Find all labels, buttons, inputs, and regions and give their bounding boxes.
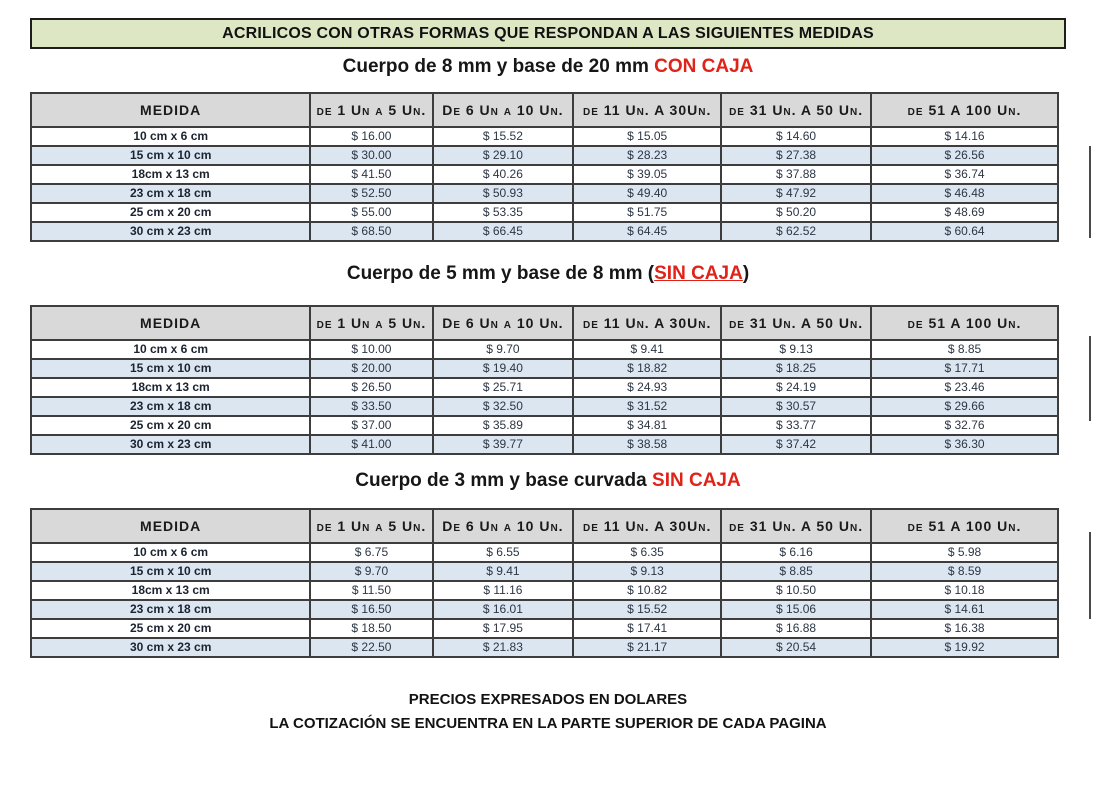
- price-cell: $ 21.17: [573, 638, 721, 657]
- price-cell: $ 10.18: [871, 581, 1058, 600]
- price-cell: $ 16.38: [871, 619, 1058, 638]
- table-row: [31, 378, 1058, 397]
- price-cell: $ 9.41: [433, 562, 574, 581]
- price-cell: $ 32.76: [871, 416, 1058, 435]
- medida-cell: 23 cm x 18 cm: [31, 600, 310, 619]
- price-cell: $ 50.93: [433, 184, 574, 203]
- price-cell: $ 16.00: [310, 127, 432, 146]
- footer-line-currency: PRECIOS EXPRESADOS EN DOLARES: [408, 691, 688, 708]
- table-row: [31, 600, 1058, 619]
- table-row: [31, 435, 1058, 454]
- medida-cell: 25 cm x 20 cm: [31, 203, 310, 222]
- price-cell: $ 37.42: [721, 435, 871, 454]
- price-cell: $ 29.10: [433, 146, 574, 165]
- medida-cell: 30 cm x 23 cm: [31, 222, 310, 241]
- price-cell: $ 55.00: [310, 203, 432, 222]
- column-header-1-5: de 1 Un a 5 Un.: [310, 93, 432, 127]
- price-cell: $ 23.46: [871, 378, 1058, 397]
- price-cell: $ 40.26: [433, 165, 574, 184]
- price-cell: $ 62.52: [721, 222, 871, 241]
- price-cell: $ 52.50: [310, 184, 432, 203]
- medida-cell: 10 cm x 6 cm: [31, 127, 310, 146]
- price-cell: $ 16.01: [433, 600, 574, 619]
- price-cell: $ 6.16: [721, 543, 871, 562]
- medida-cell: 23 cm x 18 cm: [31, 397, 310, 416]
- price-cell: $ 20.00: [310, 359, 432, 378]
- price-cell: $ 39.77: [433, 435, 574, 454]
- table-row: [31, 619, 1058, 638]
- column-header-51-100: de 51 A 100 Un.: [871, 93, 1058, 127]
- price-cell: $ 47.92: [721, 184, 871, 203]
- medida-cell: 15 cm x 10 cm: [31, 359, 310, 378]
- price-cell: $ 33.50: [310, 397, 432, 416]
- table-row: [31, 562, 1058, 581]
- price-cell: $ 36.74: [871, 165, 1058, 184]
- price-cell: $ 60.64: [871, 222, 1058, 241]
- price-cell: $ 6.55: [433, 543, 574, 562]
- price-cell: $ 8.59: [871, 562, 1058, 581]
- table-row: [31, 127, 1058, 146]
- medida-cell: 25 cm x 20 cm: [31, 619, 310, 638]
- price-cell: $ 9.70: [433, 340, 574, 359]
- header-row: [31, 93, 1058, 127]
- medida-cell: 18cm x 13 cm: [31, 165, 310, 184]
- price-cell: $ 6.75: [310, 543, 432, 562]
- column-header-1-5: de 1 Un a 5 Un.: [310, 509, 432, 543]
- price-cell: $ 18.50: [310, 619, 432, 638]
- price-cell: $ 22.50: [310, 638, 432, 657]
- price-cell: $ 24.19: [721, 378, 871, 397]
- price-cell: $ 21.83: [433, 638, 574, 657]
- column-header-6-10: De 6 Un a 10 Un.: [433, 509, 574, 543]
- section-subtitle-sin-caja-5mm: [30, 263, 1066, 285]
- price-cell: $ 31.52: [573, 397, 721, 416]
- column-header-11-30: de 11 Un. A 30Un.: [573, 306, 721, 340]
- table-row: [31, 581, 1058, 600]
- price-cell: $ 27.38: [721, 146, 871, 165]
- medida-cell: 10 cm x 6 cm: [31, 543, 310, 562]
- price-cell: $ 19.92: [871, 638, 1058, 657]
- page-title: [30, 18, 1066, 49]
- price-cell: $ 48.69: [871, 203, 1058, 222]
- price-cell: $ 46.48: [871, 184, 1058, 203]
- table-row: [31, 638, 1058, 657]
- column-header-31-50: de 31 Un. A 50 Un.: [721, 93, 871, 127]
- price-cell: $ 10.00: [310, 340, 432, 359]
- header-row: [31, 509, 1058, 543]
- footer-notes: [30, 691, 1066, 732]
- price-cell: $ 41.50: [310, 165, 432, 184]
- price-cell: $ 29.66: [871, 397, 1058, 416]
- price-cell: $ 68.50: [310, 222, 432, 241]
- medida-cell: 30 cm x 23 cm: [31, 435, 310, 454]
- price-cell: $ 30.00: [310, 146, 432, 165]
- price-cell: $ 18.82: [573, 359, 721, 378]
- medida-cell: 25 cm x 20 cm: [31, 416, 310, 435]
- price-cell: $ 10.82: [573, 581, 721, 600]
- price-cell: $ 37.00: [310, 416, 432, 435]
- price-cell: $ 39.05: [573, 165, 721, 184]
- price-cell: $ 33.77: [721, 416, 871, 435]
- price-cell: $ 37.88: [721, 165, 871, 184]
- price-cell: $ 26.56: [871, 146, 1058, 165]
- price-table-3mm-curvada-sin-caja: [30, 508, 1059, 658]
- price-cell: $ 32.50: [433, 397, 574, 416]
- price-cell: $ 26.50: [310, 378, 432, 397]
- column-header-31-50: de 31 Un. A 50 Un.: [721, 306, 871, 340]
- column-header-medida: MEDIDA: [31, 306, 310, 340]
- price-cell: $ 14.16: [871, 127, 1058, 146]
- column-header-31-50: de 31 Un. A 50 Un.: [721, 509, 871, 543]
- table-row: [31, 397, 1058, 416]
- price-cell: $ 18.25: [721, 359, 871, 378]
- price-cell: $ 5.98: [871, 543, 1058, 562]
- subtitle-suffix: ): [742, 263, 750, 284]
- price-cell: $ 16.50: [310, 600, 432, 619]
- table-row: [31, 203, 1058, 222]
- adjacent-cell-border-fragment: [1089, 146, 1091, 238]
- price-cell: $ 66.45: [433, 222, 574, 241]
- header-row: [31, 306, 1058, 340]
- column-header-6-10: De 6 Un a 10 Un.: [433, 93, 574, 127]
- price-cell: $ 64.45: [573, 222, 721, 241]
- subtitle-highlight: CON CAJA: [654, 56, 754, 77]
- price-cell: $ 15.06: [721, 600, 871, 619]
- table-row: [31, 543, 1058, 562]
- price-cell: $ 41.00: [310, 435, 432, 454]
- section-subtitle-sin-caja-3mm: [30, 470, 1066, 492]
- medida-cell: 18cm x 13 cm: [31, 581, 310, 600]
- adjacent-cell-border-fragment: [1089, 532, 1091, 619]
- table-row: [31, 184, 1058, 203]
- table-row: [31, 416, 1058, 435]
- price-sheet: [0, 18, 1096, 732]
- price-cell: $ 9.41: [573, 340, 721, 359]
- price-cell: $ 8.85: [721, 562, 871, 581]
- price-cell: $ 50.20: [721, 203, 871, 222]
- column-header-51-100: de 51 A 100 Un.: [871, 509, 1058, 543]
- price-cell: $ 15.52: [433, 127, 574, 146]
- column-header-medida: MEDIDA: [31, 509, 310, 543]
- subtitle-highlight: SIN CAJA: [652, 470, 741, 491]
- column-header-medida: MEDIDA: [31, 93, 310, 127]
- price-cell: $ 24.93: [573, 378, 721, 397]
- price-cell: $ 28.23: [573, 146, 721, 165]
- price-cell: $ 8.85: [871, 340, 1058, 359]
- price-table-8mm-con-caja: [30, 92, 1059, 242]
- price-cell: $ 17.41: [573, 619, 721, 638]
- price-cell: $ 9.13: [573, 562, 721, 581]
- price-cell: $ 16.88: [721, 619, 871, 638]
- price-cell: $ 9.70: [310, 562, 432, 581]
- price-cell: $ 38.58: [573, 435, 721, 454]
- table-row: [31, 165, 1058, 184]
- price-cell: $ 14.60: [721, 127, 871, 146]
- price-table-5mm-sin-caja: [30, 305, 1059, 455]
- medida-cell: 30 cm x 23 cm: [31, 638, 310, 657]
- subtitle-text: Cuerpo de 5 mm y base de 8 mm (: [346, 263, 655, 284]
- price-cell: $ 36.30: [871, 435, 1058, 454]
- table-row: [31, 146, 1058, 165]
- column-header-11-30: de 11 Un. A 30Un.: [573, 509, 721, 543]
- price-cell: $ 30.57: [721, 397, 871, 416]
- medida-cell: 15 cm x 10 cm: [31, 562, 310, 581]
- medida-cell: 10 cm x 6 cm: [31, 340, 310, 359]
- price-cell: $ 9.13: [721, 340, 871, 359]
- price-cell: $ 19.40: [433, 359, 574, 378]
- price-cell: $ 17.95: [433, 619, 574, 638]
- table-row: [31, 222, 1058, 241]
- section-subtitle-con-caja: [30, 56, 1066, 78]
- price-cell: $ 14.61: [871, 600, 1058, 619]
- medida-cell: 15 cm x 10 cm: [31, 146, 310, 165]
- price-cell: $ 15.05: [573, 127, 721, 146]
- price-cell: $ 25.71: [433, 378, 574, 397]
- price-cell: $ 53.35: [433, 203, 574, 222]
- table-row: [31, 340, 1058, 359]
- price-cell: $ 15.52: [573, 600, 721, 619]
- price-cell: $ 35.89: [433, 416, 574, 435]
- subtitle-highlight: SIN CAJA: [654, 263, 743, 284]
- price-cell: $ 20.54: [721, 638, 871, 657]
- page-title-text: ACRILICOS CON OTRAS FORMAS QUE RESPONDAN A LAS SIGUIENTES MEDIDAS: [222, 24, 874, 42]
- adjacent-cell-border-fragment: [1089, 336, 1091, 421]
- price-cell: $ 6.35: [573, 543, 721, 562]
- price-cell: $ 17.71: [871, 359, 1058, 378]
- subtitle-text: Cuerpo de 8 mm y base de 20 mm: [342, 56, 655, 77]
- column-header-6-10: De 6 Un a 10 Un.: [433, 306, 574, 340]
- price-cell: $ 34.81: [573, 416, 721, 435]
- price-cell: $ 11.16: [433, 581, 574, 600]
- table-row: [31, 359, 1058, 378]
- price-cell: $ 49.40: [573, 184, 721, 203]
- footer-line-quote-location: LA COTIZACIÓN SE ENCUENTRA EN LA PARTE SUPERIOR DE CADA PAGINA: [269, 715, 827, 732]
- price-cell: $ 10.50: [721, 581, 871, 600]
- subtitle-text: Cuerpo de 3 mm y base curvada: [355, 470, 653, 491]
- column-header-11-30: de 11 Un. A 30Un.: [573, 93, 721, 127]
- price-cell: $ 51.75: [573, 203, 721, 222]
- medida-cell: 18cm x 13 cm: [31, 378, 310, 397]
- column-header-51-100: de 51 A 100 Un.: [871, 306, 1058, 340]
- medida-cell: 23 cm x 18 cm: [31, 184, 310, 203]
- column-header-1-5: de 1 Un a 5 Un.: [310, 306, 432, 340]
- price-cell: $ 11.50: [310, 581, 432, 600]
